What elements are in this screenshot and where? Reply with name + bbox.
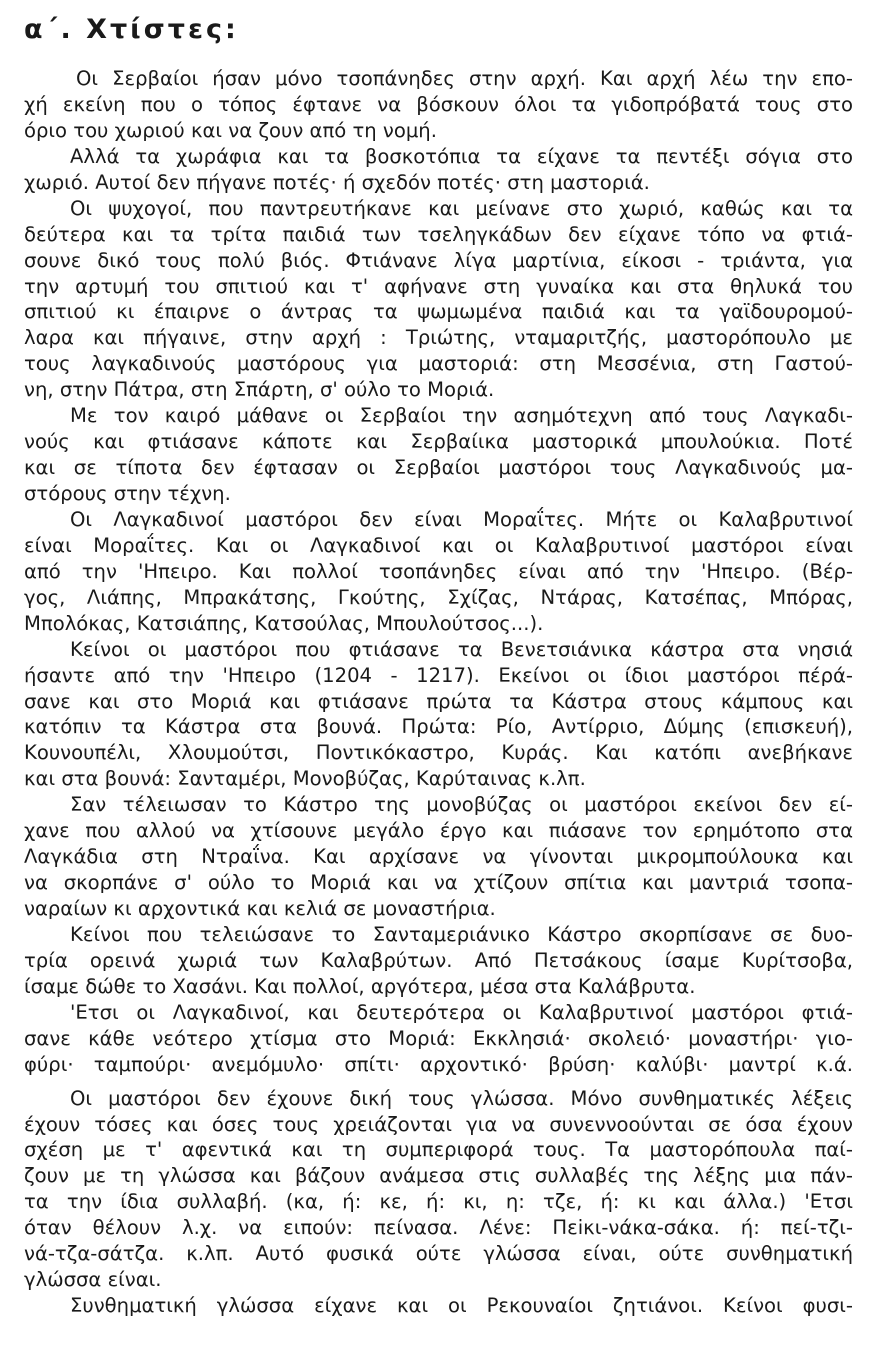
text-line: κατόπιν τα Κάστρα στα βουνά. Πρώτα: Ρίο, Αντίρριο, Δύμης (επισκευή), <box>24 715 853 739</box>
text-line: γος, Λιάπης, Μπρακάτσης, Γκούτης, Σχίζας, Ντάρας, Κατσέπας, Μπόρας, <box>24 585 853 609</box>
text-line: είναι Μοραΐτες. Και οι Λαγκαδινοί και οι Καλαβρυτινοί μαστόροι είναι <box>24 533 853 557</box>
text-line: σουνε δικό τους πολύ βιός. Φτιάνανε λίγα μαρτίνια, είκοσι - τριάντα, για <box>24 248 853 272</box>
text-line: χωριό. Αυτοί δεν πήγανε ποτές· ή σχεδόν ποτές· στη μαστοριά. <box>24 170 650 194</box>
text-line: νη, στην Πάτρα, στη Σπάρτη, σ' ούλο το Μοριά. <box>24 378 495 402</box>
text-line: έχουν τόσες και όσες τους χρειάζονται για να συνεννοούνται σε όσα έχουν <box>24 1112 853 1136</box>
text-line: τρία ορεινά χωριά των Καλαβρύτων. Από Πετσάκους ίσαμε Κυρίτσοβα, <box>24 948 853 972</box>
text-line: και σε τίποτα δεν έφτασαν οι Σερβαίοι μαστόροι τους Λαγκαδινούς μα- <box>24 456 853 480</box>
text-line: φύρι· ταμπούρι· ανεμόμυλο· σπίτι· αρχοντικό· βρύση· καλύβι· μαντρί κ.ά. <box>24 1052 853 1076</box>
text-line: χή εκείνη που ο τόπος έφτανε να βόσκουν όλοι τα γιδοπρόβατά τους στο <box>24 92 853 116</box>
text-line: όριο του χωριού και να ζουν από τη νομή. <box>24 118 437 142</box>
text-line: από την 'Ηπειρο. Και πολλοί τσοπάνηδες είναι από την 'Ηπειρο. (Βέρ- <box>24 559 853 583</box>
text-line: δεύτερα και τα τρίτα παιδιά των τσεληγκάδων δεν είχανε τόπο να φτιά- <box>24 222 853 246</box>
text-line: Λαγκάδια στη Ντραΐνα. Και αρχίσανε να γίνονται μικρομπούλουκα και <box>24 845 853 869</box>
text-line: Κείνοι που τελειώσανε το Σανταμεριάνικο Κάστρο σκορπίσανε σε δυο- <box>70 922 853 946</box>
text-line: Οι μαστόροι δεν έχουνε δική τους γλώσσα. Μόνο συνθηματικές λέξεις <box>70 1086 853 1110</box>
text-line: σχέση με τ' αφεντικά και τη συμπεριφορά τους. Τα μαστορόπουλα παί- <box>24 1138 853 1162</box>
text-line: σανε κάθε νεότερο χτίσμα στο Μοριά: Εκκλησιά· σκολειό· μοναστήρι· γιο- <box>24 1026 853 1050</box>
text-line: Μπολόκας, Κατσιάπης, Κατσούλας, Μπουλούτσος...). <box>24 611 544 635</box>
text-line: και στα βουνά: Σανταμέρι, Μονοβύζας, Καρύταινας κ.λπ. <box>24 767 586 791</box>
text-line: 'Ετσι οι Λαγκαδινοί, και δευτερότερα οι Καλαβρυτινοί μαστόροι φτιά- <box>70 1000 853 1024</box>
text-line: νά-τζα-σάτζα. κ.λπ. Αυτό φυσικά ούτε γλώσσα είναι, ούτε συνθηματική <box>24 1242 853 1266</box>
text-line: Συνθηματική γλώσσα είχανε και οι Ρεκουναίοι ζητιάνοι. Κείνοι φυσι- <box>70 1294 853 1318</box>
text-line: Οι ψυχογοί, που παντρευτήκανε και μείνανε στο χωριό, καθώς και τα <box>70 196 853 220</box>
paragraph-gap <box>24 1078 853 1086</box>
text-line: ναραίων κι αρχοντικά και κελιά σε μοναστήρια. <box>24 897 496 920</box>
text-line: τους λαγκαδινούς μαστόρους για μαστοριά: στη Μεσσένια, στη Γαστού- <box>24 352 853 376</box>
text-line: ζουν με τη γλώσσα και βάζουν ανάμεσα στις συλλαβές της λέξης μια πάν- <box>24 1164 853 1188</box>
text-line: Οι Σερβαίοι ήσαν μόνο τσοπάνηδες στην αρχή. Και αρχή λέω την επο- <box>76 67 853 90</box>
text-line: γλώσσα είναι. <box>24 1268 162 1292</box>
text-line: ήσαντε από την 'Ηπειρο (1204 - 1217). Εκείνοι οι ίδιοι μαστόροι πέρά- <box>24 663 853 687</box>
text-line: λαρα και πήγαινε, στην αρχή : Τριώτης, νταμαριτζής, μαστορόπουλο με <box>24 326 853 350</box>
text-line: Αλλά τα χωράφια και τα βοσκοτόπια τα είχανε τα πεντέξι σόγια στο <box>70 144 853 168</box>
text-line: την αρτυμή του σπιτιού και τ' αφήνανε στη γυναίκα και στα θηλυκά του <box>24 274 853 298</box>
text-line: χανε που αλλού να χτίσουνε μεγάλο έργο και πιάσανε τον ερημότοπο στα <box>24 819 853 843</box>
text-line: σανε και στο Μοριά και φτιάσανε πρώτα τα Κάστρα στους κάμπους και <box>24 689 853 713</box>
text-line: Κουνουπέλι, Χλουμούτσι, Ποντικόκαστρο, Κυράς. Και κατόπι ανεβήκανε <box>24 741 853 765</box>
text-line: Σαν τέλειωσαν το Κάστρο της μονοβύζας οι μαστόροι εκείνοι δεν εί- <box>70 793 853 817</box>
page-title: α΄. Χτίστες: <box>24 14 239 45</box>
text-line: Κείνοι οι μαστόροι που φτιάσανε τα Βενετσιάνικα κάστρα στα νησιά <box>70 637 853 661</box>
text-line: Με τον καιρό μάθανε οι Σερβαίοι την ασημότεχνη από τους Λαγκαδι- <box>70 404 853 428</box>
body-text <box>24 66 853 1319</box>
text-line: να σκορπάνε σ' ούλο το Μοριά και να χτίζουν σπίτια και μαντριά τσοπα- <box>24 871 853 895</box>
text-line: όταν θέλουν λ.χ. να ειπούν: πείνασα. Λένε: Πεiκι-νάκα-σάκα. ή: πεί-τζι- <box>24 1216 853 1240</box>
text-line: στόρους στην τέχνη. <box>24 482 231 505</box>
text-line: σπιτιού κι έπαιρνε ο άντρας τα ψωμωμένα παιδιά και τα γαϊδουρομού- <box>24 300 853 324</box>
text-line: τα την ίδια συλλαβή. (κα, ή: κε, ή: κι, η: τζε, ή: κι και άλλα.) 'Ετσι <box>24 1190 853 1214</box>
text-line: νούς και φτιάσανε κάποτε και Σερβαίικα μαστορικά μπουλούκια. Ποτέ <box>24 430 853 454</box>
text-line: ίσαμε δώθε το Χασάνι. Και πολλοί, αργότερα, μέσα στα Καλάβρυτα. <box>24 974 696 998</box>
text-line: Οι Λαγκαδινοί μαστόροι δεν είναι Μοραΐτες. Μήτε οι Καλαβρυτινοί <box>70 507 853 531</box>
